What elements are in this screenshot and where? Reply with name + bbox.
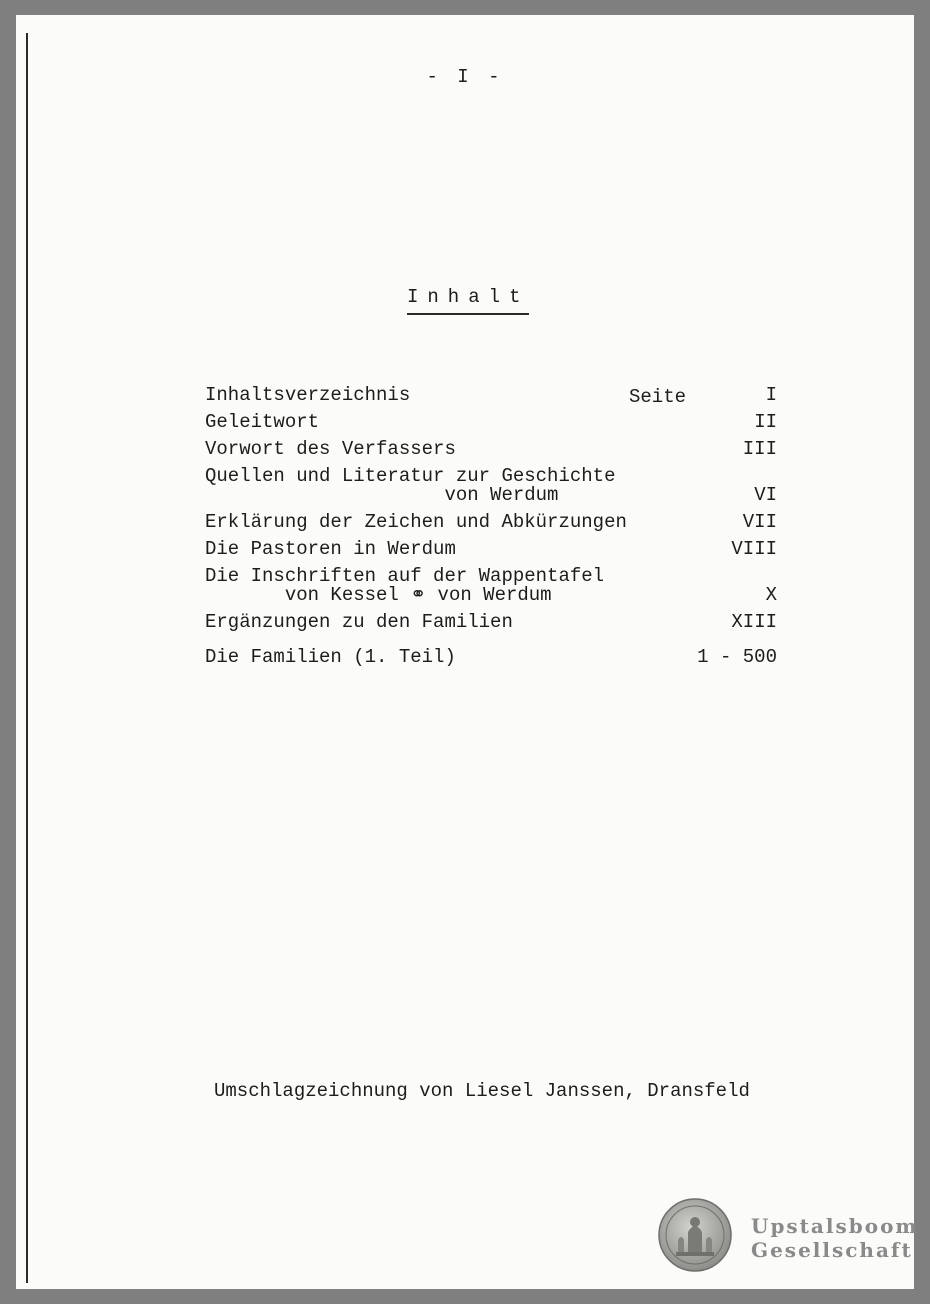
toc-entry-page: VIII	[731, 538, 777, 560]
toc-entry-page: VI	[754, 484, 777, 506]
toc-entry-label: Quellen und Literatur zur Geschichte	[205, 465, 616, 487]
toc-entry-label: Geleitwort	[205, 411, 320, 433]
toc-entry-page: II	[754, 411, 777, 433]
toc-entry-page: 1 - 500	[697, 646, 777, 668]
toc-entry	[205, 567, 777, 605]
toc-entry	[205, 613, 777, 632]
table-of-contents	[205, 386, 777, 667]
toc-entry	[205, 413, 777, 432]
page-number: - I -	[426, 66, 504, 88]
toc-entry	[205, 540, 777, 559]
toc-entry	[205, 513, 777, 532]
toc-entry-page: VII	[742, 511, 777, 533]
seal-icon	[658, 1198, 732, 1272]
toc-entry-page: XIII	[731, 611, 777, 633]
logo-line-1: Upstalsboom	[751, 1214, 919, 1238]
toc-entry	[205, 467, 777, 505]
toc-entry-label: Ergänzungen zu den Familien	[205, 611, 513, 633]
logo-line-2: Gesellschaft	[751, 1238, 913, 1262]
toc-entry-page: III	[742, 438, 777, 460]
toc-entry-page: X	[765, 584, 777, 606]
publisher-logo	[658, 1198, 919, 1278]
toc-entry-label: Inhaltsverzeichnis	[205, 384, 411, 406]
toc-entry-label: Vorwort des Verfassers	[205, 438, 456, 460]
logo-wordmark	[751, 1214, 919, 1262]
toc-entry	[205, 648, 777, 667]
toc-entry	[205, 386, 777, 405]
toc-entry-label: Erklärung der Zeichen und Abkürzungen	[205, 511, 627, 533]
toc-entry-continuation: von Kessel ⚭ von Werdum	[205, 584, 552, 606]
toc-entry-label: Die Familien (1. Teil)	[205, 646, 456, 668]
seite-label: Seite	[629, 386, 687, 408]
toc-entry-label: Die Pastoren in Werdum	[205, 538, 456, 560]
left-border-rule	[26, 33, 28, 1283]
toc-entry-page: I	[765, 384, 777, 406]
toc-entry-continuation: von Werdum	[205, 484, 559, 506]
toc-entry-label: Die Inschriften auf der Wappentafel	[205, 565, 605, 587]
toc-entry	[205, 440, 777, 459]
cover-credit: Umschlagzeichnung von Liesel Janssen, Dransfeld	[214, 1080, 750, 1102]
page-title: Inhalt	[407, 286, 529, 315]
